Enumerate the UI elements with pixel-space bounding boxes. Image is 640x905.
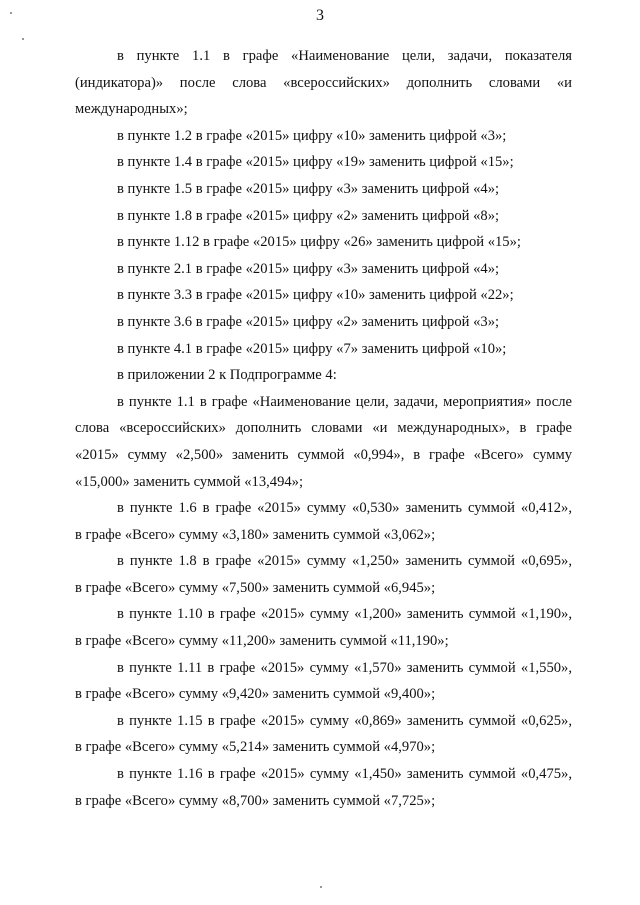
text-line: «2015» сумму «2,500» заменить суммой «0,994», в графе «Всего» сумму [75, 446, 572, 463]
text-line: в пункте 1.10 в графе «2015» сумму «1,200» заменить суммой «1,190», [117, 606, 572, 623]
page-number: 3 [316, 7, 324, 24]
text-line: в графе «Всего» сумму «5,214» заменить суммой «4,970»; [75, 739, 436, 756]
document-body [75, 43, 572, 814]
amendment-paragraph [75, 601, 572, 654]
text-line: в пункте 3.6 в графе «2015» цифру «2» заменить цифрой «3»; [117, 313, 500, 330]
amendment-paragraph [75, 389, 572, 495]
text-line: в пункте 3.3 в графе «2015» цифру «10» заменить цифрой «22»; [117, 287, 514, 304]
amendment-paragraph [75, 123, 572, 150]
text-line: в пункте 1.12 в графе «2015» цифру «26» заменить цифрой «15»; [117, 234, 521, 251]
amendment-paragraph [75, 256, 572, 283]
text-line: международных»; [75, 101, 188, 118]
text-line: в пункте 1.16 в графе «2015» сумму «1,450» заменить суммой «0,475», [117, 766, 572, 783]
text-line: (индикатора)» после слова «всероссийских» дополнить словами «и [75, 74, 572, 91]
text-line: в пункте 1.11 в графе «2015» сумму «1,570» заменить суммой «1,550», [117, 659, 572, 676]
amendment-paragraph [75, 149, 572, 176]
amendment-paragraph [75, 708, 572, 761]
amendment-paragraph [75, 495, 572, 548]
text-line: в графе «Всего» сумму «9,420» заменить суммой «9,400»; [75, 686, 436, 703]
amendment-paragraph [75, 43, 572, 123]
text-line: в пункте 1.6 в графе «2015» сумму «0,530» заменить суммой «0,412», [117, 500, 572, 517]
text-line: в пункте 1.15 в графе «2015» сумму «0,869» заменить суммой «0,625», [117, 712, 572, 729]
amendment-paragraph [75, 362, 572, 389]
text-line: в пункте 1.8 в графе «2015» сумму «1,250» заменить суммой «0,695», [117, 553, 572, 570]
amendment-paragraph [75, 548, 572, 601]
amendment-paragraph [75, 655, 572, 708]
text-line: в пункте 1.8 в графе «2015» цифру «2» заменить цифрой «8»; [117, 207, 500, 224]
text-line: в графе «Всего» сумму «11,200» заменить суммой «11,190»; [75, 633, 449, 650]
text-line: в пункте 1.2 в графе «2015» цифру «10» заменить цифрой «3»; [117, 127, 507, 144]
text-line: в графе «Всего» сумму «3,180» заменить суммой «3,062»; [75, 526, 436, 543]
text-line: в графе «Всего» сумму «8,700» заменить суммой «7,725»; [75, 792, 436, 809]
text-line: слова «всероссийских» дополнить словами «и международных», в графе [75, 420, 572, 437]
text-line: в пункте 2.1 в графе «2015» цифру «3» заменить цифрой «4»; [117, 260, 500, 277]
scan-speck [22, 38, 24, 40]
text-line: «15,000» заменить суммой «13,494»; [75, 473, 304, 490]
scan-speck [10, 12, 12, 14]
text-line: в пункте 1.5 в графе «2015» цифру «3» заменить цифрой «4»; [117, 180, 500, 197]
amendment-paragraph [75, 282, 572, 309]
scan-speck [320, 886, 322, 888]
text-line: в пункте 1.1 в графе «Наименование цели, задачи, мероприятия» после [117, 393, 572, 410]
text-line: в графе «Всего» сумму «7,500» заменить суммой «6,945»; [75, 579, 436, 596]
amendment-paragraph [75, 229, 572, 256]
text-line: в пункте 1.1 в графе «Наименование цели, задачи, показателя [117, 48, 572, 64]
text-line: в приложении 2 к Подпрограмме 4: [117, 367, 337, 384]
amendment-paragraph [75, 176, 572, 203]
text-line: в пункте 4.1 в графе «2015» цифру «7» заменить цифрой «10»; [117, 340, 507, 357]
amendment-paragraph [75, 203, 572, 230]
amendment-paragraph [75, 309, 572, 336]
text-line: в пункте 1.4 в графе «2015» цифру «19» заменить цифрой «15»; [117, 154, 514, 171]
amendment-paragraph [75, 336, 572, 363]
amendment-paragraph [75, 761, 572, 814]
